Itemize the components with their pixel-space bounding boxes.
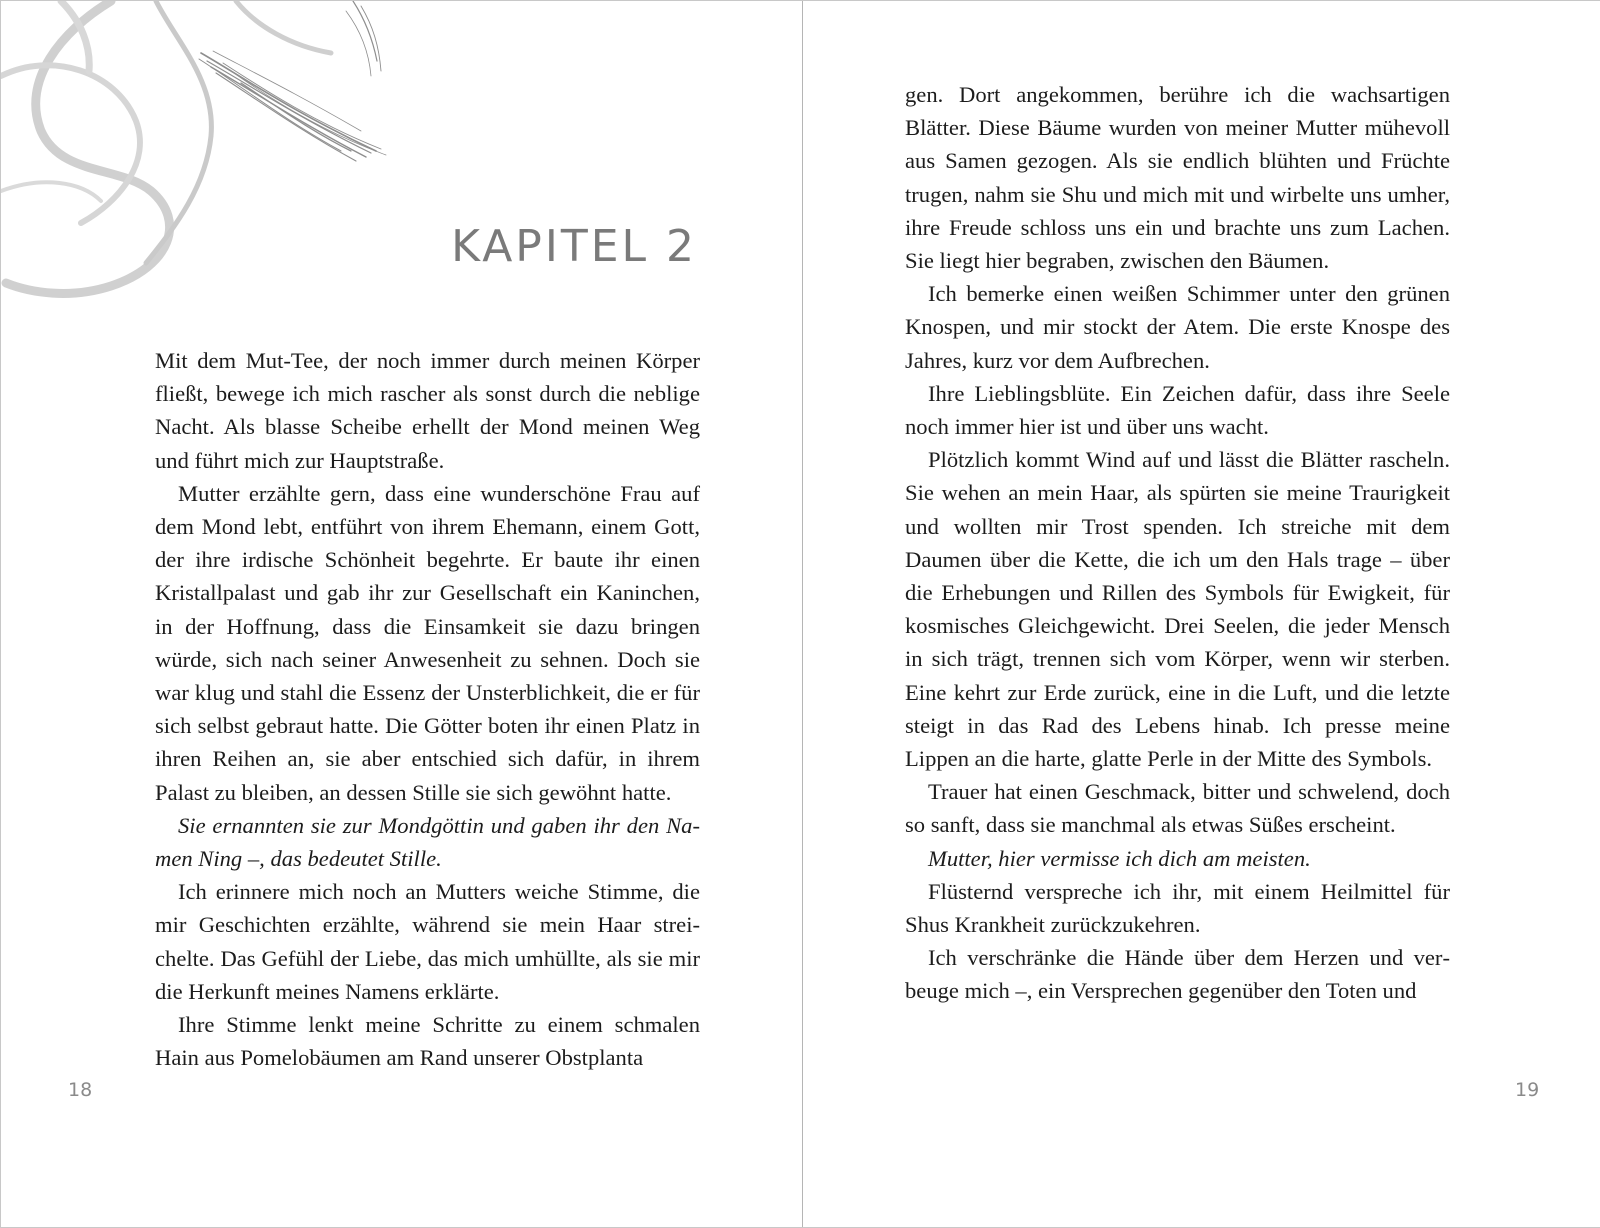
paragraph: Flüsternd verspreche ich ihr, mit einem Heilmittel für Shus Krankheit zurückzukehren.	[905, 878, 1450, 938]
page-number-left: 18	[68, 1079, 93, 1101]
paragraph: Ich bemerke einen weißen Schimmer unter den grünen Knospen, und mir stockt der Atem. Die erste Knospe des Jahres, kurz vor dem Aufbrechen.	[905, 281, 1450, 373]
paragraph: Mit dem Mut-Tee, der noch immer durch meinen Körper fließt, bewege ich mich rascher als sonst durch die neblige Nacht. Als blasse Scheibe erhellt der Mond meinen Weg und führt mich zur Hauptstraße.	[155, 348, 700, 473]
left-page	[1, 1, 801, 1227]
paragraph: Ich erinnere mich noch an Mutters weiche Stimme, die mir Geschichten erzählte, während sie mein Haar streichelte. Das Gefühl der Liebe, das mich umhüllte, als sie mir die Herkunft meines Namens erklärte.	[155, 879, 700, 1004]
right-page	[802, 1, 1600, 1227]
chapter-title: KAPITEL 2	[451, 221, 697, 272]
paragraph: Trauer hat einen Geschmack, bitter und schwelend, doch so sanft, dass sie manchmal als etwas Süßes erscheint.	[905, 779, 1450, 838]
right-page-body	[905, 78, 1450, 1008]
paragraph: Ihre Stimme lenkt meine Schritte zu einem schmalen Hain aus Pomelobäumen am Rand unserer Obstplanta	[155, 1012, 700, 1071]
left-page-body	[155, 344, 700, 1074]
page-number-right: 19	[1515, 1079, 1540, 1101]
paragraph: Mutter erzählte gern, dass eine wunderschöne Frau auf dem Mond lebt, entführt von ihrem Ehemann, einem Gott, der ihre irdische Schönheit begehrte. Er baute ihr einen Kristallpalast und gab ihr zur Gesellschaft ein Kaninchen, in der Hoffnung, dass die Einsamkeit sie dazu bringen würde, sich nach seiner Anwesenheit zu sehnen. Doch sie war klug und stahl die Essenz der Unsterblichkeit, die er für sich selbst gebraut hatte. Die Götter boten ihr einen Platz in ihren Reihen an, sie aber entschied sich dafür, in ihrem Palast zu bleiben, an dessen Stille sie sich gewöhnt hatte.	[155, 480, 700, 805]
paragraph: Ich verschränke die Hände über dem Herzen und verbeuge mich –, ein Versprechen gegenüber den Toten und	[905, 945, 1450, 1004]
ink-brush-swirl-icon	[1, 1, 401, 301]
paragraph: gen. Dort angekommen, berühre ich die wachsartigen Blätter. Diese Bäume wurden von meiner Mutter mühevoll aus Samen gezogen. Als sie endlich blühten und Früchte trugen, nahm sie Shu und mich mit und wirbelte uns umher, ihre Freude schloss uns ein und brachte uns zum Lachen. Sie liegt hier begraben, zwischen den Bäumen.	[905, 82, 1450, 274]
paragraph-italic: Sie ernannten sie zur Mondgöttin und gaben ihr den Namen Ning –, das bedeutet Stille.	[155, 812, 700, 872]
paragraph-italic: Mutter, hier vermisse ich dich am meisten.	[928, 845, 1311, 871]
paragraph: Plötzlich kommt Wind auf und lässt die Blätter rascheln. Sie wehen an mein Haar, als spürten sie meine Traurigkeit und wollten mir Trost spenden. Ich streiche mit dem Daumen über die Kette, die ich um den Hals trage – über die Erhebungen und Rillen des Symbols für Ewigkeit, für kosmisches Gleichgewicht. Drei Seelen, die jeder Mensch in sich trägt, trennen sich vom Körper, wenn wir sterben. Eine kehrt zur Erde zurück, eine in die Luft, und die letzte steigt in das Rad des Lebens hinab. Ich presse meine Lippen an die harte, glatte Perle in der Mitte des Symbols.	[905, 447, 1450, 772]
paragraph: Ihre Lieblingsblüte. Ein Zeichen dafür, dass ihre Seele noch immer hier ist und über uns wacht.	[905, 380, 1450, 440]
